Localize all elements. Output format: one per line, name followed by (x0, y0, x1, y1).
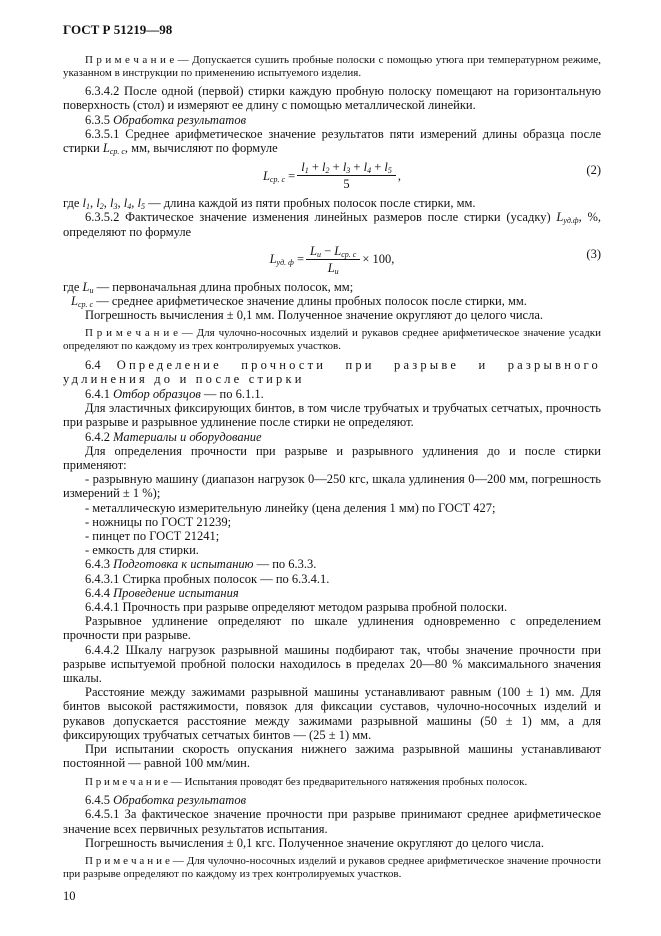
text-segment: При испытании скорость опускания нижнего зажима разрывной машины устанавливают постоянной — равной 100 мм/мин. (63, 742, 601, 771)
paragraph (63, 600, 601, 614)
text-segment: 6.4.3 (85, 557, 114, 572)
text-segment: 6.3.5.2 Фактическое значение изменения линейных размеров после стирки (усадку) (85, 210, 557, 225)
subscript: 4 (127, 202, 132, 212)
subscript: 4 (367, 166, 372, 176)
text-segment: Проведение испытания (113, 585, 239, 600)
text-segment: $l_5$ (137, 196, 145, 212)
text-segment: $L_{ср. с}$ (334, 243, 357, 259)
text-segment: $l_3$ (110, 196, 118, 212)
text-segment: - ножницы по ГОСТ 21239; (85, 514, 232, 529)
list-item (63, 543, 601, 557)
subscript: 3 (113, 202, 118, 212)
document-header: ГОСТ Р 51219—98 (63, 22, 173, 37)
text-segment: 6.4 (85, 357, 117, 372)
formula-expression (263, 160, 401, 191)
subscript: уд.ф (563, 216, 579, 226)
fraction-denominator (297, 176, 396, 191)
subscript: 2 (325, 166, 330, 176)
text-segment: 6.4.1 (85, 387, 114, 402)
subscript: и (334, 266, 339, 276)
paragraph (63, 308, 601, 322)
text-segment: $L_{уд.ф}$ (556, 210, 579, 226)
text-segment: 5 (343, 177, 350, 192)
text-segment: $l_4$ (123, 196, 132, 212)
text-segment: , %, определяют по формуле (63, 210, 601, 239)
formula-expression (270, 244, 395, 275)
text-segment: Расстояние между зажимами разрывной машины устанавливают равным (100 ± 1) мм. Для бинтов высокой растяжимости, повязок для фиксации суставов, чулочно-носочных изделий и рукавов допускается расстояние между зажимами разрывной машины (50 ± 1) мм, а для фиксирующих трубчатых сетчатых бинтов — (25 ± 1) мм. (63, 685, 601, 742)
paragraph (63, 127, 601, 155)
text-segment: — длина каждой из пяти пробных полосок после стирки, мм. (144, 196, 476, 211)
text-segment: $l_4$ (363, 160, 372, 176)
paragraph (63, 836, 601, 850)
subscript: и (89, 285, 94, 295)
text-segment: Определение прочности при разрыве и разрывного удлинения до и после стирки (63, 357, 601, 386)
fraction-denominator (306, 260, 360, 275)
text-segment: - пинцет по ГОСТ 21241; (85, 529, 220, 544)
list-item (63, 515, 601, 529)
list-item (63, 501, 601, 515)
text-segment: 6.4.3.1 Стирка пробных полосок — по 6.3.4.1. (85, 571, 330, 586)
text-segment: где (63, 196, 83, 211)
formula-rhs (362, 252, 394, 266)
text-segment: = (285, 168, 296, 183)
text-segment: $L_{ср. с}$ (102, 141, 125, 156)
text-segment: , (117, 196, 124, 211)
text-segment: + (329, 160, 343, 175)
text-segment: $L_и$ (310, 243, 321, 259)
paragraph (63, 685, 601, 742)
section-heading (63, 358, 601, 386)
text-segment: где (63, 279, 83, 294)
equation-number: (3) (586, 246, 601, 261)
paragraph (63, 444, 601, 472)
subscript: ср. с (269, 174, 286, 184)
note-paragraph (63, 855, 601, 880)
subscript: 5 (387, 166, 392, 176)
text-segment: П р и м е ч а н и е — Для чулочно-носочных изделий и рукавов среднее арифметическое значение прочности при разрыве определяют по каждому из трех контролируемых участков. (63, 854, 601, 880)
text-segment: Отбор образцов (113, 387, 201, 402)
subscript: и (316, 249, 321, 259)
text-segment: - разрывную машину (диапазон нагрузок 0—250 кгс, шкала удлинения 0—200 мм, погрешность измерений ± 1 %); (63, 472, 601, 501)
paragraph (63, 294, 601, 308)
text-segment: × 100, (362, 252, 395, 267)
paragraph (63, 572, 601, 586)
text-segment: Подготовка к испытанию (113, 557, 254, 572)
text-segment: $l_1$ (301, 160, 309, 176)
formula (63, 244, 601, 275)
subscript: ср. с (77, 300, 94, 310)
text-segment: Для эластичных фиксирующих бинтов, в том числе трубчатых и трубчатых сетчатых, прочность при разрыве и разрывное удлинение после стирки не определяют. (63, 401, 601, 430)
formula-lhs (263, 169, 295, 183)
note-paragraph (63, 54, 601, 79)
text-segment: Разрывное удлинение определяют по шкале удлинения одновременно с определением прочности при разрыве. (63, 614, 601, 643)
text-segment: $L_и$ (327, 260, 339, 276)
text-segment: $l_1$ (82, 196, 91, 212)
formula-lhs (270, 252, 304, 266)
fraction-numerator (306, 244, 360, 260)
text-segment: П р и м е ч а н и е — Допускается сушить пробные полоски с помощью утюга при температурном режиме, указанном в инструкции по применению испытуемого изделия. (63, 54, 601, 79)
paragraph (63, 387, 601, 401)
text-segment: $l_2$ (322, 160, 330, 176)
formula-rhs (398, 169, 401, 183)
text-segment: - емкость для стирки. (85, 543, 199, 558)
subscript: уд. ф (276, 258, 294, 268)
text-segment: 6.4.5.1 За фактическое значение прочности при разрыве принимают среднее арифметическое значение всех первичных результатов испытания. (63, 807, 601, 836)
text-segment: - металлическую измерительную линейку (цена деления 1 мм) по ГОСТ 427; (85, 500, 496, 515)
text-segment: Материалы и оборудование (113, 429, 262, 444)
text-segment: Погрешность вычисления ± 0,1 кгс. Полученное значение округляют до целого числа. (85, 835, 544, 850)
text-segment: $L_и$ (82, 279, 94, 295)
text-segment: − (320, 243, 335, 258)
paragraph (63, 113, 601, 127)
text-segment: — по 6.3.3. (253, 557, 317, 572)
text-segment: Погрешность вычисления ± 0,1 мм. Полученное значение округляют до целого числа. (85, 308, 544, 323)
text-segment: — первоначальная длина пробных полосок, мм; (93, 279, 354, 294)
text-segment: 6.4.5 (85, 793, 114, 808)
text-segment: — по 6.1.1. (200, 387, 264, 402)
text-segment: , (131, 196, 138, 211)
paragraph (63, 84, 601, 112)
fraction-numerator (297, 160, 396, 176)
text-segment: , (397, 168, 402, 183)
paragraph (63, 586, 601, 600)
text-segment: , мм, вычисляют по формуле (124, 141, 278, 155)
text-segment: 6.4.4.1 Прочность при разрыве определяют методом разрыва пробной полоски. (85, 600, 508, 615)
text-segment: = (293, 252, 304, 267)
text-segment: $l_2$ (96, 196, 104, 212)
note-paragraph (63, 776, 601, 789)
paragraph (63, 430, 601, 444)
text-segment: 6.4.4 (85, 585, 114, 600)
paragraph (63, 793, 601, 807)
text-segment: $L_{ср. с}$ (262, 168, 286, 184)
text-segment: Обработка результатов (113, 793, 246, 808)
text-segment: Для определения прочности при разрыве и разрывного удлинения до и после стирки применяют: (63, 443, 601, 473)
paragraph (63, 401, 601, 429)
document-content (63, 54, 601, 880)
subscript: 5 (140, 202, 145, 212)
paragraph (63, 557, 601, 571)
paragraph (63, 614, 601, 642)
paragraph (63, 210, 601, 238)
text-segment: $l_5$ (384, 160, 392, 176)
text-segment: Обработка результатов (113, 112, 246, 127)
paragraph (63, 807, 601, 835)
subscript: ср. с (109, 147, 125, 156)
text-segment: 6.3.5.1 Среднее арифметическое значение результатов пяти измерений длины образца после стирки (63, 126, 601, 155)
subscript: 2 (99, 202, 104, 212)
paragraph (63, 643, 601, 686)
fraction (297, 160, 396, 191)
page-number: 10 (63, 889, 76, 904)
paragraph (63, 280, 601, 294)
text-segment: $L_{уд. ф}$ (269, 252, 294, 268)
text-segment: , (90, 196, 97, 211)
formula (63, 160, 601, 191)
fraction (306, 244, 360, 275)
text-segment: $l_3$ (342, 160, 351, 176)
text-segment: + (350, 160, 364, 175)
list-item (63, 529, 601, 543)
text-segment: , (103, 196, 111, 211)
paragraph (63, 196, 601, 210)
text-segment: $L_{ср. с}$ (71, 294, 94, 310)
text-segment: + (308, 160, 323, 175)
subscript: 3 (346, 166, 351, 176)
text-segment: + (371, 160, 385, 175)
subscript: ср. с (341, 249, 357, 259)
list-item (63, 472, 601, 500)
equation-number: (2) (586, 163, 601, 178)
subscript: 1 (304, 166, 309, 176)
note-paragraph (63, 327, 601, 352)
text-segment: П р и м е ч а н и е — Для чулочно-носочных изделий и рукавов среднее арифметическое значение усадки определяют по каждому из трех контролируемых участков. (63, 327, 601, 353)
text-segment: — среднее арифметическое значение длины пробных полосок после стирки, мм. (93, 294, 527, 309)
text-segment: 6.4.2 (85, 429, 114, 444)
text-segment: 6.3.4.2 После одной (первой) стирки каждую пробную полоску помещают на горизонтальную поверхность (стол) и измеряют ее длину с помощью металлической линейки. (63, 84, 601, 113)
text-segment: П р и м е ч а н и е — Испытания проводят без предварительного натяжения пробных полосок. (85, 775, 528, 788)
paragraph (63, 742, 601, 770)
text-segment: 6.3.5 (85, 112, 114, 127)
subscript: 1 (86, 202, 91, 212)
text-segment: 6.4.4.2 Шкалу нагрузок разрывной машины подбирают так, чтобы значение прочности при разрыве испытуемой пробной полоски находилось в пределах 20—80 % максимального значения шкалы. (63, 642, 601, 686)
